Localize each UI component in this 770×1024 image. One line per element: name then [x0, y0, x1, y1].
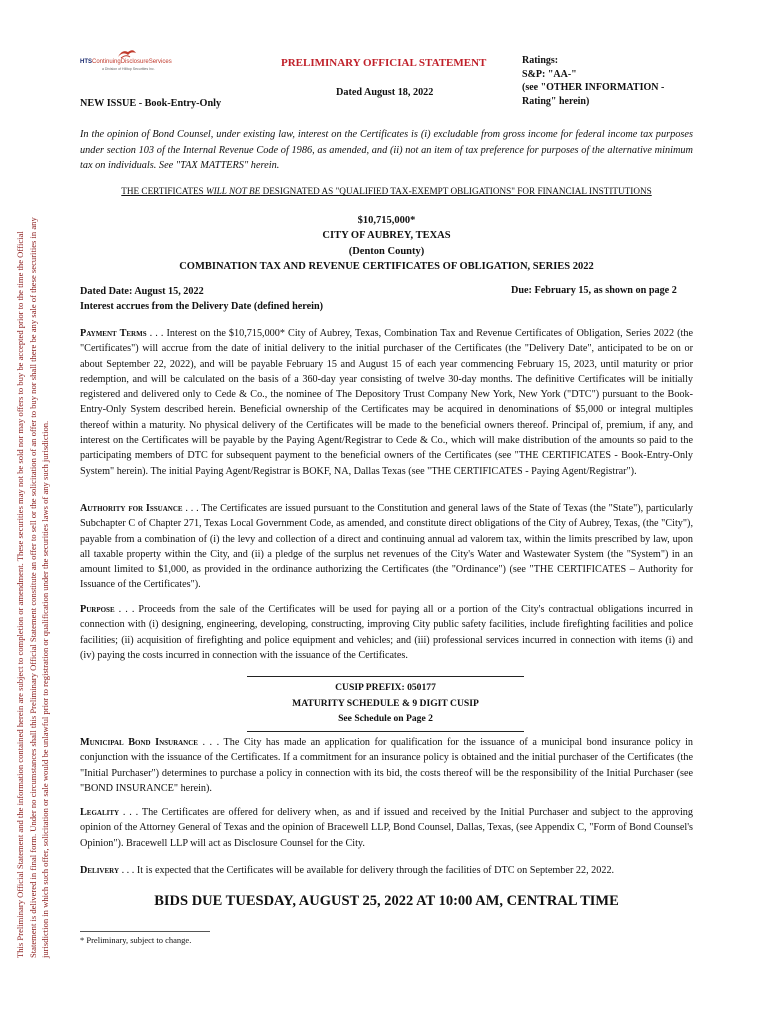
payment-terms-text: . . . Interest on the $10,715,000* City of Aubrey, Texas, Combination Tax and Revenue Certificates of Obligation, Series 2022 (the "Certificates") will accrue from the date of initial delivery to the initial purchaser of the Certificates (the "Delivery Date", anticipated to be on or about September 22, 2022), and will be payable February 15 and August 15 of each year commencing February 15, 2023, until maturity or prior redemption, and will be calculated on the basis of a 360-day year consisting of twelve 30-day months. The definitive Certificates will be initially registered and delivered only to Cede & Co., the nominee of The Depository Trust Company New York, New York ("DTC") pursuant to the Book-Entry-Only System described herein. Beneficial ownership of the Certificates may be acquired in denominations of $5,000 or integral multiples thereof within a maturity. No physical delivery of the Certificates will be made to the beneficial owners thereof. Principal of, premium, if any, and interest on the Certificates will be payable by the Paying Agent/Registrar to Cede & Co., which will make distribution of the amounts so paid to the participating members of DTC for subsequent payment to the beneficial owners of the Certificates (see "THE CERTIFICATES - Book-Entry-Only System" herein). The initial Paying Agent/Registrar is BOKF, NA, Dallas Texas (see "THE CERTIFICATES - Paying Agent/Registrar"). [80, 328, 694, 477]
legality-paragraph [80, 805, 693, 851]
cusip-box [247, 676, 524, 732]
ratings-sp: S&P: "AA-" [522, 68, 577, 80]
delivery-text: . . . It is expected that the Certificates will be available for delivery through the facilities of DTC on September 22, 2022. [119, 865, 615, 876]
cusip-prefix: CUSIP PREFIX: 050177 [335, 682, 436, 693]
disclaimer-line-3: jurisdiction in which such offer, solicitation or sale would be unlawful prior to registration or qualification under the securities laws of any such jurisdiction. [40, 420, 50, 958]
disclaimer-line-1: This Preliminary Official Statement and the information contained herein are subject to completion or amendment. These securities may not be sold nor may offers to buy be accepted prior to the time the Official [15, 231, 25, 958]
insurance-heading: Municipal Bond Insurance [80, 737, 198, 748]
payment-terms-heading: Payment Terms [80, 328, 147, 339]
footnote-rule [80, 931, 210, 932]
new-issue-label: NEW ISSUE - Book-Entry-Only [80, 98, 222, 109]
statement-date: Dated August 18, 2022 [336, 87, 434, 98]
delivery-paragraph [80, 863, 693, 878]
insurance-paragraph [80, 735, 693, 796]
footnote: * Preliminary, subject to change. [80, 935, 192, 945]
preliminary-heading: PRELIMINARY OFFICIAL STATEMENT [281, 57, 487, 69]
bank-qualified-notice [80, 186, 693, 196]
authority-text: . . . The Certificates are issued pursuant to the Constitution and general laws of the State of Texas (the "State"), particularly Subchapter C of Chapter 271, Texas Local Government Code, as amended, and constitute direct obligations of the City of Aubrey, Texas, (the "City"), payable from a combination of (i) the levy and collection of a direct and continuing annual ad valorem tax, within the limits prescribed by law, upon all taxable property within the City, and (ii) a pledge of the surplus net revenues of the City's Water and Wastewater System (the "System") in an amount limited to $1,000, as provided in the ordinance authorizing the Certificates (the "Ordinance") (see "THE CERTIFICATES – Authority for Issuance of the Certificates"). [80, 503, 694, 591]
logo-tagline: a Division of Hilltop Securities Inc. [102, 67, 155, 71]
ratings-herein: Rating" herein) [522, 95, 590, 107]
ratings-label: Ratings: [522, 55, 559, 66]
issuer-county: (Denton County) [348, 245, 425, 257]
authority-heading: Authority for Issuance [80, 503, 183, 514]
purpose-heading: Purpose [80, 604, 115, 615]
legality-text: . . . The Certificates are offered for delivery when, as and if issued and received by the Initial Purchaser and subject to the approving opinion of the Attorney General of Texas and the opinion of Bracewell LLP, Bond Counsel, Dallas, Texas, (see Appendix C, "Form of Bond Counsel's Opinion"). Bracewell LLP will act as Disclosure Counsel for the City. [80, 807, 693, 849]
dated-date-block [80, 285, 323, 314]
logo-name-part2: ContinuingDisclosureServices [92, 59, 172, 65]
logo-name-part1: HTS [80, 59, 92, 65]
disclaimer-line-2: Statement is delivered in final form. Under no circumstances shall this Preliminary Official Statement constitute an offer to sell or the solicitation of an offer to buy nor shall there be any sale of these securities in any [27, 217, 38, 958]
due-date: Due: February 15, as shown on page 2 [511, 285, 677, 296]
series-title: COMBINATION TAX AND REVENUE CERTIFICATES OF OBLIGATION, SERIES 2022 [179, 260, 594, 272]
legality-heading: Legality [80, 807, 120, 818]
authority-paragraph [80, 501, 693, 593]
interest-accrues: Interest accrues from the Delivery Date (defined herein) [80, 300, 324, 312]
bq-post: DESIGNATED AS "QUALIFIED TAX-EXEMPT OBLIGATIONS" FOR FINANCIAL INSTITUTIONS [260, 186, 652, 196]
insurance-text: . . . The City has made an application for qualification for the issuance of a municipal bond insurance policy in conjunction with the issuance of the Certificates. If a commitment for an insurance policy is obtained and the initial purchaser of the Certificates (the "Initial Purchaser") determines to purchase a policy in connection with its bid, the costs thereof will be the responsibility of the Initial Purchaser (see "BOND INSURANCE" herein). [80, 737, 694, 794]
ratings-block [522, 54, 664, 108]
issue-title-block [80, 213, 693, 274]
preliminary-disclaimer-sidebar [14, 38, 52, 958]
payment-terms-paragraph [80, 326, 693, 479]
purpose-text: . . . Proceeds from the sale of the Certificates will be used for paying all or a portion of the City's contractual obligations incurred in connection with (i) designing, engineering, developing, constructing, improving City public safety facilities, include firefighting facilities and police facilities; (ii) acquisition of firefighting and police equipment and vehicles; and (iii) professional services incurred in connection with items (i) and (iv) paying the costs incurred in connection with the issuance of the Certificates. [80, 604, 693, 661]
purpose-paragraph [80, 602, 693, 663]
logo-wordmark [80, 59, 172, 65]
issuer-name: CITY OF AUBREY, TEXAS [322, 230, 451, 242]
issue-amount: $10,715,000* [357, 215, 416, 226]
dated-date: Dated Date: August 15, 2022 [80, 286, 204, 297]
hts-logo [80, 48, 184, 74]
see-schedule: See Schedule on Page 2 [338, 713, 433, 724]
tax-opinion: In the opinion of Bond Counsel, under existing law, interest on the Certificates is (i) excludable from gross income for federal income tax purposes under section 103 of the Internal Revenue Code of 1986, as amended, and (ii) not an item of tax preference for purposes of the alternative minimum tax on individuals. See "TAX MATTERS" herein. [80, 129, 693, 171]
delivery-heading: Delivery [80, 865, 120, 876]
bq-pre: THE CERTIFICATES [121, 186, 206, 196]
bq-emphasis: WILL NOT BE [205, 186, 261, 196]
bids-due-banner: BIDS DUE TUESDAY, AUGUST 25, 2022 AT 10:00 AM, CENTRAL TIME [154, 893, 619, 909]
maturity-schedule-label: MATURITY SCHEDULE & 9 DIGIT CUSIP [292, 697, 479, 709]
ratings-see: (see "OTHER INFORMATION - [522, 82, 665, 93]
